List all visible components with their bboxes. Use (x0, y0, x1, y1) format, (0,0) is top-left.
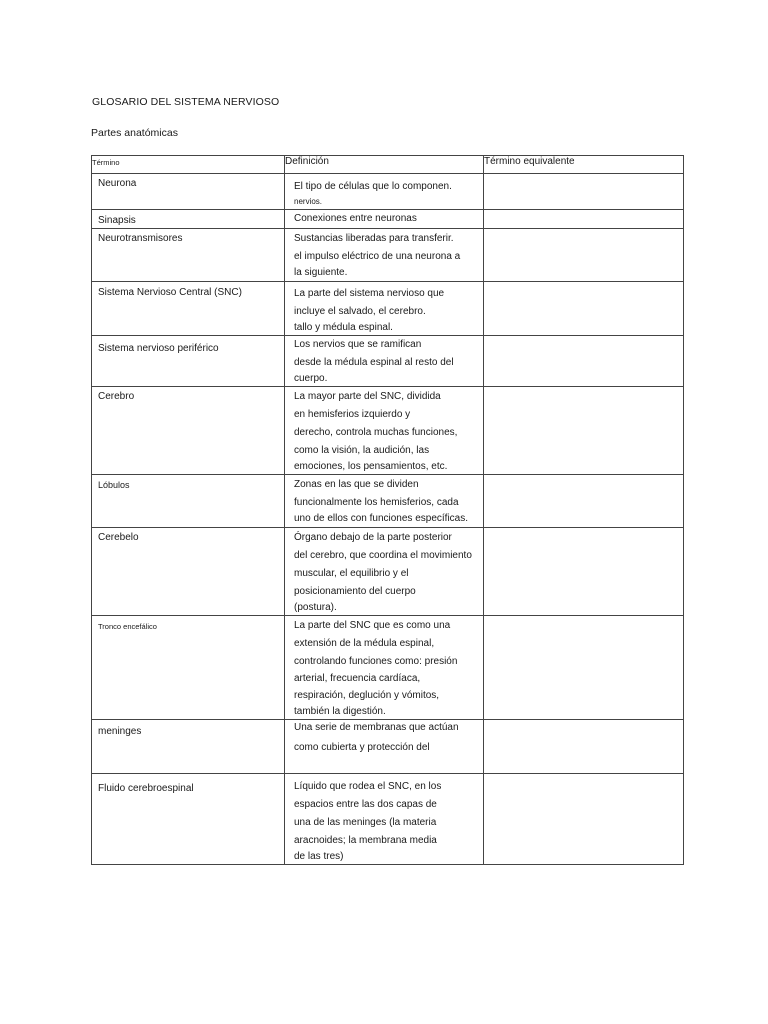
term-cell (92, 720, 285, 774)
definition-line: en hemisferios izquierdo y (294, 409, 411, 420)
term-text: meninges (98, 726, 142, 737)
definition-line: como la visión, la audición, las (294, 445, 430, 456)
definition-line: La mayor parte del SNC, dividida (294, 391, 441, 402)
table-row (92, 336, 684, 387)
equivalent-cell (484, 229, 684, 282)
definition-cell (285, 387, 484, 475)
definition-line: Los nervios que se ramifican (294, 339, 422, 350)
term-text: Sistema Nervioso Central (SNC) (98, 287, 242, 298)
definition-line: Zonas en las que se dividen (294, 479, 419, 490)
definition-line: como cubierta y protección del (294, 742, 430, 753)
term-text: Neurona (98, 178, 137, 189)
definition-line: Órgano debajo de la parte posterior (294, 532, 452, 543)
definition-line: emociones, los pensamientos, etc. (294, 461, 448, 472)
term-cell (92, 282, 285, 336)
table-row (92, 229, 684, 282)
definition-line: espacios entre las dos capas de (294, 799, 437, 810)
equivalent-cell (484, 336, 684, 387)
term-text: Cerebelo (98, 532, 139, 543)
term-cell (92, 475, 285, 528)
table-row (92, 720, 684, 774)
definition-line: también la digestión. (294, 706, 386, 717)
table-row (92, 616, 684, 720)
definition-line: de las tres) (294, 851, 344, 862)
glossary-table (91, 155, 684, 865)
definition-line: cuerpo. (294, 373, 328, 384)
definition-line: derecho, controla muchas funciones, (294, 427, 458, 438)
definition-line: La parte del SNC que es como una (294, 620, 451, 631)
equivalent-cell (484, 616, 684, 720)
document-title: GLOSARIO DEL SISTEMA NERVIOSO (92, 96, 280, 108)
definition-cell (285, 616, 484, 720)
header-definition: Definición (285, 156, 484, 174)
definition-line: desde la médula espinal al resto del (294, 357, 454, 368)
term-cell (92, 210, 285, 229)
term-text: Lóbulos (98, 480, 130, 490)
definition-line: una de las meninges (la materia (294, 817, 437, 828)
definition-cell (285, 720, 484, 774)
equivalent-cell (484, 174, 684, 210)
definition-cell (285, 475, 484, 528)
definition-line: respiración, deglución y vómitos, (294, 690, 440, 701)
definition-line: nervios. (294, 197, 323, 206)
table-row (92, 475, 684, 528)
term-cell (92, 616, 285, 720)
table-row (92, 210, 684, 229)
equivalent-cell (484, 528, 684, 616)
definition-line: tallo y médula espinal. (294, 322, 393, 333)
term-cell (92, 387, 285, 475)
equivalent-cell (484, 720, 684, 774)
definition-line: Sustancias liberadas para transferir. (294, 233, 454, 244)
table-row (92, 282, 684, 336)
definition-line: del cerebro, que coordina el movimiento (294, 550, 472, 561)
header-term: Término (92, 156, 285, 174)
term-text: Tronco encefálico (98, 622, 157, 631)
table-row (92, 387, 684, 475)
definition-line: controlando funciones como: presión (294, 656, 458, 667)
term-cell (92, 174, 285, 210)
table-header-row (92, 156, 684, 174)
definition-line: Conexiones entre neuronas (294, 213, 417, 224)
definition-cell (285, 210, 484, 229)
term-cell (92, 229, 285, 282)
definition-cell (285, 174, 484, 210)
definition-cell (285, 774, 484, 865)
term-text: Fluido cerebroespinal (98, 783, 194, 794)
equivalent-cell (484, 387, 684, 475)
term-text: Sinapsis (98, 215, 136, 226)
term-cell (92, 336, 285, 387)
definition-line: Una serie de membranas que actúan (294, 722, 459, 733)
definition-cell (285, 528, 484, 616)
equivalent-cell (484, 210, 684, 229)
definition-line: incluye el salvado, el cerebro. (294, 306, 426, 317)
definition-cell (285, 336, 484, 387)
definition-cell (285, 229, 484, 282)
definition-line: aracnoides; la membrana media (294, 835, 437, 846)
term-text: Cerebro (98, 391, 135, 402)
definition-line: muscular, el equilibrio y el (294, 568, 409, 579)
definition-line: extensión de la médula espinal, (294, 638, 435, 649)
term-cell (92, 528, 285, 616)
definition-line: La parte del sistema nervioso que (294, 288, 445, 299)
term-text: Sistema nervioso periférico (98, 343, 219, 354)
definition-line: el impulso eléctrico de una neurona a (294, 251, 461, 262)
definition-line: (postura). (294, 602, 337, 613)
definition-line: uno de ellos con funciones específicas. (294, 513, 468, 524)
definition-line: Líquido que rodea el SNC, en los (294, 781, 442, 792)
definition-line: la siguiente. (294, 267, 348, 278)
header-equivalent: Término equivalente (484, 156, 684, 174)
table-row (92, 528, 684, 616)
table-row (92, 174, 684, 210)
equivalent-cell (484, 774, 684, 865)
definition-cell (285, 282, 484, 336)
term-cell (92, 774, 285, 865)
equivalent-cell (484, 475, 684, 528)
definition-line: El tipo de células que lo componen. (294, 181, 452, 192)
equivalent-cell (484, 282, 684, 336)
table-row (92, 774, 684, 865)
definition-line: arterial, frecuencia cardíaca, (294, 673, 421, 684)
definition-line: posicionamiento del cuerpo (294, 586, 416, 597)
section-title: Partes anatómicas (91, 127, 178, 139)
definition-line: funcionalmente los hemisferios, cada (294, 497, 459, 508)
term-text: Neurotransmisores (98, 233, 183, 244)
